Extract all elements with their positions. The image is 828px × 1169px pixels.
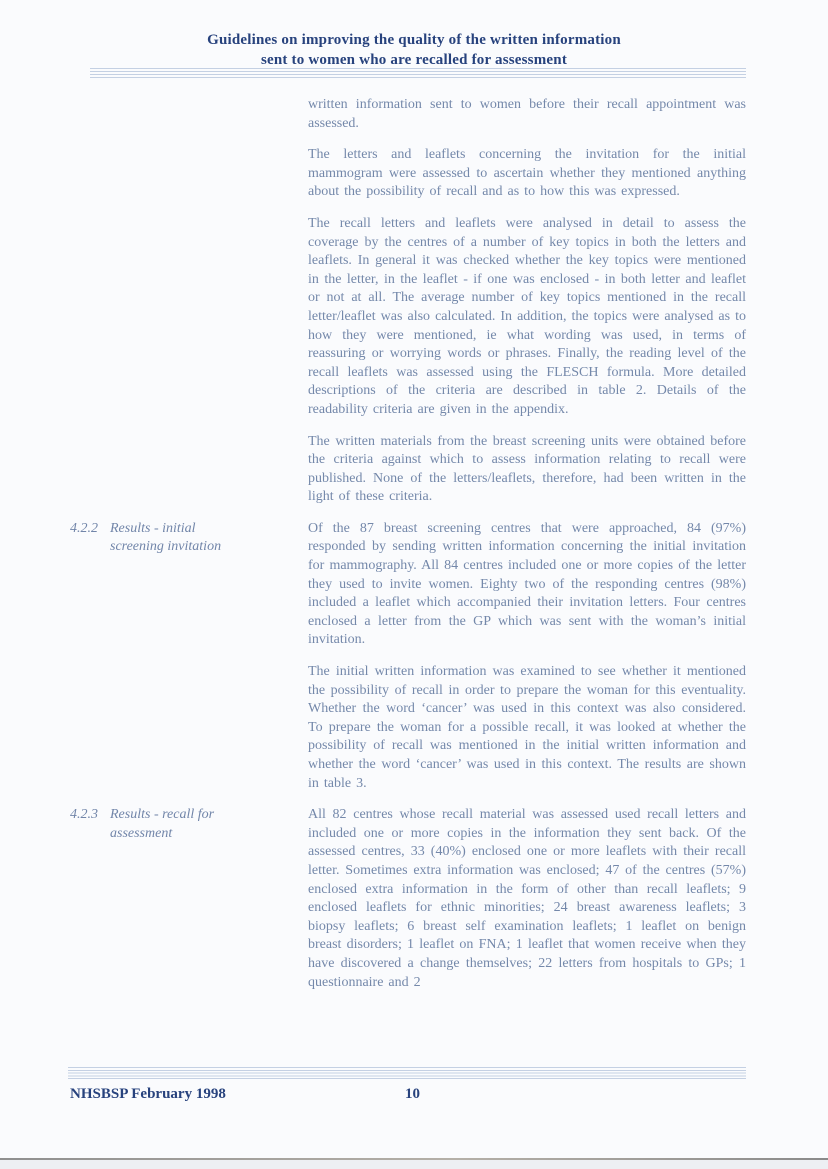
header-divider bbox=[90, 68, 746, 78]
section-title: Results - recall for assessment bbox=[110, 807, 215, 841]
page-footer bbox=[70, 1086, 746, 1103]
page-title-line-1: Guidelines on improving the quality of the written information bbox=[207, 32, 621, 48]
section-label bbox=[70, 806, 308, 843]
paragraph: Of the 87 breast screening centres that were approached, 84 (97%) responded by sending written information concerning the initial invitation for mammography. All 84 centres included one or more copies of the letter they used to invite women. Eighty two of the responding centres (98%) included a leaflet which accompanied their invitation letters. Four centres enclosed a letter from the GP which was sent with the woman’s initial invitation. bbox=[308, 520, 746, 648]
paragraph: The letters and leaflets concerning the invitation for the initial mammogram were assessed to ascertain whether they mentioned anything about the possibility of recall and as to how this was expressed. bbox=[308, 147, 746, 200]
footer-divider bbox=[68, 1067, 746, 1079]
paragraph: All 82 centres whose recall material was assessed used recall letters and included one or more copies in the information they sent back. Of the assessed centres, 33 (40%) enclosed one or more leaflets with their recall letter. Sometimes extra information was enclosed; 47 of the centres (57%) enclosed extra information in the form of other than recall leaflets; 9 enclosed leaflets for ethnic minorities; 24 breast awareness leaflets; 3 biopsy leaflets; 6 breast self examination leaflets; 1 leaflet on benign breast disorders; 1 leaflet on FNA; 1 leaflet that women receive when they have discovered a change themselves; 22 letters from hospitals to GPs; 1 questionnaire and 2 bbox=[308, 807, 746, 990]
page-bottom-margin bbox=[0, 1160, 828, 1169]
section-number: 4.2.2 bbox=[70, 520, 98, 536]
text-row bbox=[70, 146, 746, 215]
paragraph: written information sent to women before their recall appointment was assessed. bbox=[308, 97, 746, 131]
section-title: Results - initial screening invitation bbox=[110, 520, 222, 555]
section-number: 4.2.3 bbox=[70, 807, 98, 823]
footer-publication-date: NHSBSP February 1998 bbox=[70, 1086, 226, 1102]
page-number: 10 bbox=[405, 1086, 420, 1102]
document-body bbox=[70, 96, 746, 1005]
page-title-line-2: sent to women who are recalled for assessment bbox=[260, 52, 568, 68]
text-row-section-4-2-2 bbox=[70, 520, 746, 663]
section-label bbox=[70, 520, 308, 557]
page-header bbox=[0, 0, 828, 70]
paragraph: The recall letters and leaflets were analysed in detail to assess the coverage by the centres of a number of key topics in both the letters and leaflets. In general it was checked whether the key topics were mentioned in the letter, in the leaflet - if one was enclosed - in both letter and leaflet or not at all. The average number of key topics mentioned in the recall letter/leaflet was also calculated. In addition, the topics were analysed as to how they were mentioned, ie what wording was used, in terms of reassuring or worrying words or phrases. Finally, the reading level of the recall leaflets was assessed using the FLESCH formula. More detailed descriptions of the criteria are described in table 2. Details of the readability criteria are given in the appendix. bbox=[308, 215, 746, 417]
text-row bbox=[70, 663, 746, 806]
paragraph: The written materials from the breast screening units were obtained before the criteria against which to assess information relating to recall were published. None of the letters/leaflets, therefore, had been written in the light of these criteria. bbox=[308, 433, 746, 505]
text-row-section-4-2-3 bbox=[70, 806, 746, 1005]
text-row bbox=[70, 433, 746, 520]
paragraph: The initial written information was examined to see whether it mentioned the possibility of recall in order to prepare the woman for this eventuality. Whether the word ‘cancer’ was used in this context was also considered. To prepare the woman for a possible recall, it was looked at whether the possibility of recall was mentioned in the initial written information and whether the word ‘cancer’ was used in this context. The results are shown in table 3. bbox=[308, 664, 746, 791]
text-row bbox=[70, 215, 746, 433]
text-row bbox=[70, 96, 746, 146]
